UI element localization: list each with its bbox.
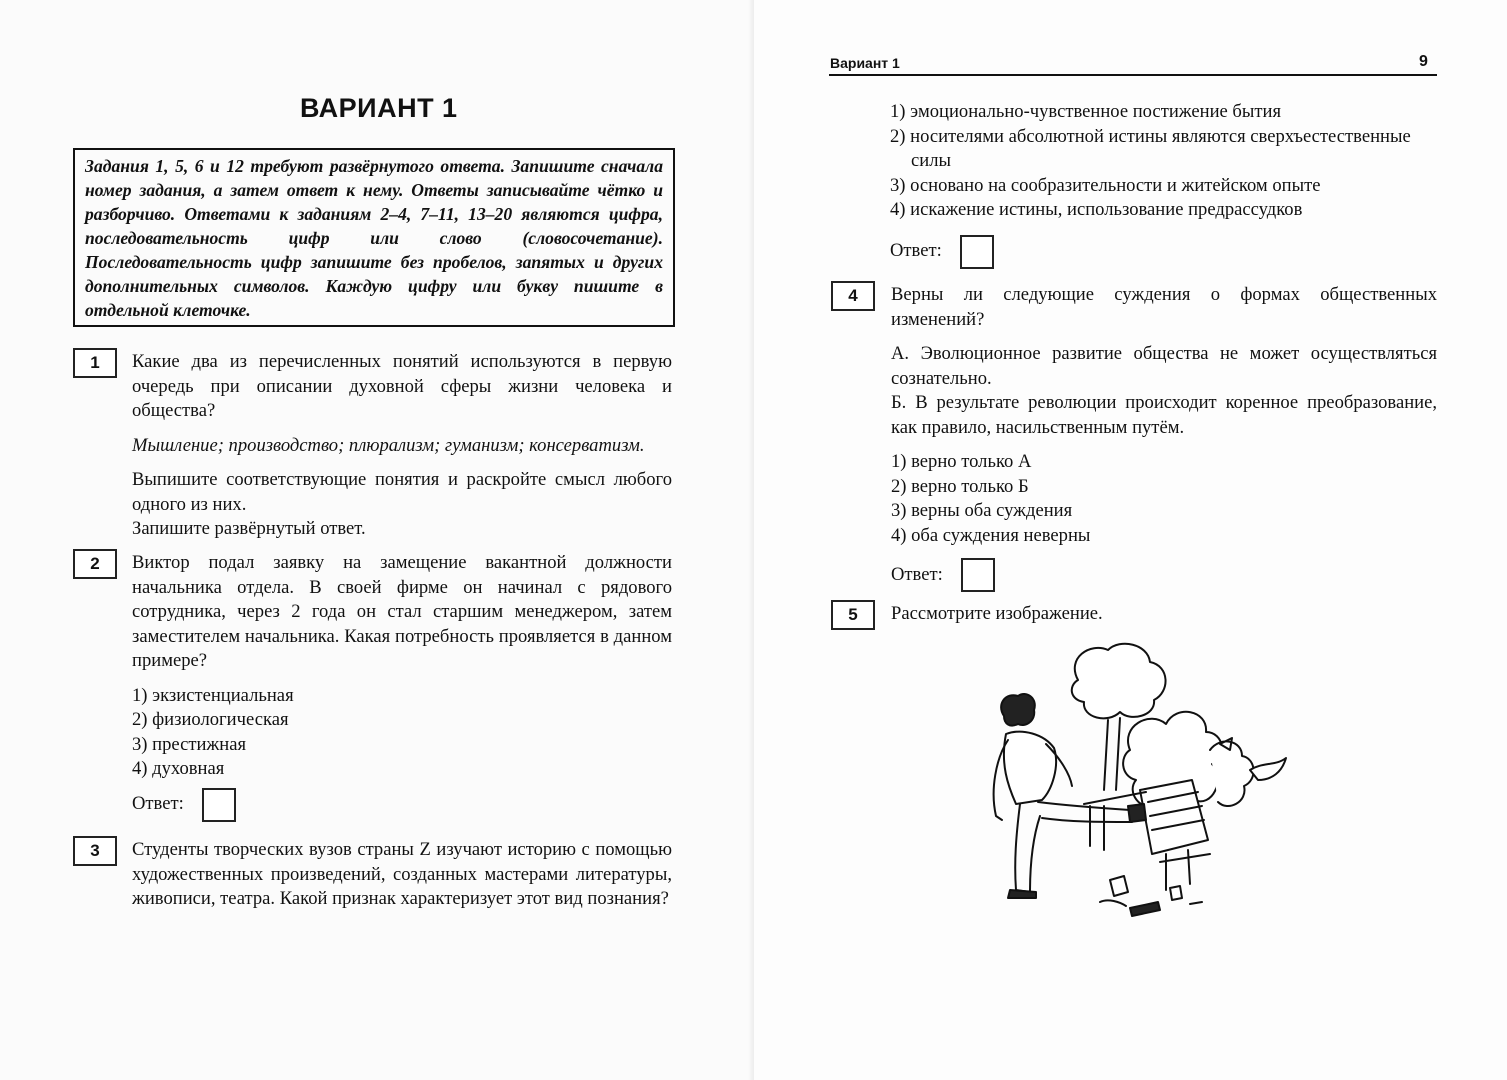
task-2-options bbox=[132, 684, 672, 782]
answer-label: Ответ: bbox=[890, 240, 942, 262]
task-number-2: 2 bbox=[73, 549, 117, 579]
option: 3) престижная bbox=[132, 733, 247, 755]
task-2-question: Виктор подал заявку на замещение вакантной должности начальника отдела. В своей фирме он начинал с рядового сотрудника, через 2 года он стал старшим менеджером, затем заместителем начальника. Какая потребность проявляется в данном примере? bbox=[132, 552, 672, 671]
task-5-question: Рассмотрите изображение. bbox=[891, 603, 1103, 624]
task-4-answer-row bbox=[891, 558, 1437, 592]
right-page bbox=[754, 0, 1507, 1080]
tree-trunk bbox=[1104, 718, 1120, 790]
flying-bird bbox=[1250, 758, 1286, 780]
person-torso bbox=[1004, 732, 1056, 804]
task-5-body bbox=[891, 602, 1437, 627]
task-3-continued bbox=[890, 100, 1440, 269]
task-number-1: 1 bbox=[73, 348, 117, 378]
task-3-question: Студенты творческих вузов страны Z изучают историю с помощью художественных произведений, созданных мастерами литературы, живописи, театра. Какой признак характеризует этот вид познания? bbox=[132, 839, 672, 909]
person-leg-kicking bbox=[1038, 802, 1132, 822]
answer-box[interactable] bbox=[961, 558, 995, 592]
option: 2) носителями абсолютной истины являются сверхъестественные силы bbox=[890, 125, 1411, 171]
option: 3) верны оба суждения bbox=[891, 500, 1073, 521]
task-2-answer-row bbox=[132, 788, 672, 822]
bush-right bbox=[1210, 741, 1254, 806]
task-3-options bbox=[890, 100, 1440, 223]
option: 2) верно только Б bbox=[891, 475, 1029, 497]
option: 4) духовная bbox=[132, 758, 225, 779]
task-4-statement-b: Б. В результате революции происходит коренное преобразование, как правило, насильственным путём. bbox=[891, 392, 1437, 438]
task-number-3: 3 bbox=[73, 836, 117, 866]
task-1-instruction: Выпишите соответствующие понятия и раскройте смысл любого одного из них. bbox=[132, 469, 672, 515]
answer-box[interactable] bbox=[202, 788, 236, 822]
task-2-body bbox=[132, 551, 672, 822]
task-1-terms: Мышление; производство; плюрализм; гуманизм; консерватизм. bbox=[132, 434, 645, 456]
task-1-note: Запишите развёрнутый ответ. bbox=[132, 518, 366, 539]
task-4-statement-a: А. Эволюционное развитие общества не может осуществляться сознательно. bbox=[891, 343, 1437, 389]
task-4-options bbox=[891, 450, 1437, 548]
variant-title: ВАРИАНТ 1 bbox=[300, 93, 458, 123]
option: 1) эмоционально-чувственное постижение бытия bbox=[890, 101, 1282, 122]
page-number: 9 bbox=[1419, 53, 1428, 70]
person-shoe bbox=[1008, 890, 1036, 898]
running-header: Вариант 1 bbox=[830, 55, 900, 71]
answer-label: Ответ: bbox=[891, 563, 943, 585]
kick-shoe bbox=[1128, 804, 1146, 822]
option: 2) физиологическая bbox=[132, 709, 289, 730]
answer-label: Ответ: bbox=[132, 793, 184, 815]
cup bbox=[1170, 886, 1182, 900]
task-1-body bbox=[132, 350, 672, 542]
answer-box[interactable] bbox=[960, 235, 994, 269]
task-3-answer-row bbox=[890, 235, 1440, 269]
person-leg-standing bbox=[1015, 804, 1040, 892]
task-4-body bbox=[891, 283, 1437, 592]
tree-crown bbox=[1072, 644, 1166, 719]
can bbox=[1110, 876, 1128, 896]
option: 4) оба суждения неверны bbox=[891, 524, 1091, 546]
option: 1) экзистенциальная bbox=[132, 684, 294, 706]
task-1-question: Какие два из перечисленных понятий используются в первую очередь при описании духовной сферы жизни человека и общества? bbox=[132, 351, 672, 421]
task-3-body bbox=[132, 838, 672, 912]
person-head bbox=[1001, 694, 1035, 726]
task-number-5: 5 bbox=[831, 600, 875, 630]
option: 4) искажение истины, использование предрассудков bbox=[890, 199, 1303, 220]
option: 1) верно только А bbox=[891, 451, 1032, 472]
header-rule bbox=[829, 74, 1437, 76]
task-number-4: 4 bbox=[831, 281, 875, 311]
task-4-question: Верны ли следующие суждения о формах общественных изменений? bbox=[891, 284, 1437, 330]
option: 3) основано на сообразительности и житейском опыте bbox=[890, 174, 1321, 196]
instructions-box: Задания 1, 5, 6 и 12 требуют развёрнутого ответа. Запишите сначала номер задания, а затем ответ к нему. Ответы записывайте чётко и разборчиво. Ответами к заданиям 2–4, 7–11, 13–20 являются цифра, последовательность цифр или слово (словосочетание). Последовательность цифр запишите без пробелов, запятых и других дополнительных символов. Каждую цифру или букву пишите в отдельной клеточке. bbox=[73, 148, 675, 327]
vandalism-illustration bbox=[980, 640, 1340, 940]
bottle bbox=[1130, 902, 1160, 916]
